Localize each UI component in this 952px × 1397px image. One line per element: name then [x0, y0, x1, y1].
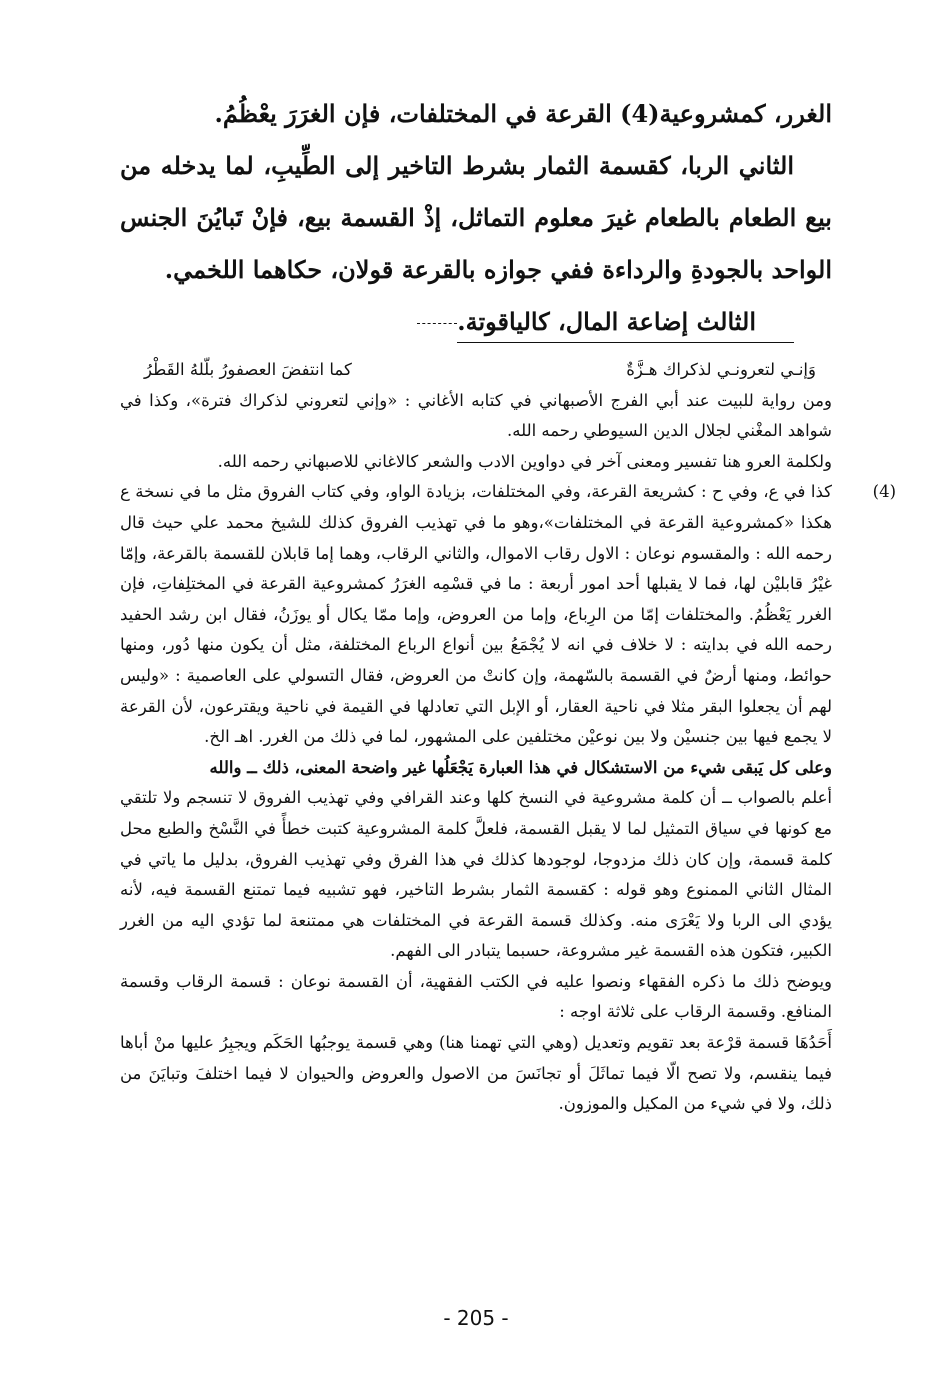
footnotes [120, 355, 896, 1120]
poem-verse [120, 355, 832, 386]
note-paragraph-cont: أعلم بالصواب ــ أن كلمة مشروعية في النسخ كلها وعند القرافي وفي تهذيب الفروق لا تنسجم ولا تلتقي مع كونها في سياق التمثيل لما لا يقبل القسمة، فلعلَّ كلمة المشروعية كتبت خطأً في النَّسْخ والطبع محل كلمة قسمة، وإن كان ذلك مزدوجا، لوجودها كذلك في هذا الفرق وفي تهذيب الفروق، بدليل ما ياتي في المثال الثاني الممنوع وهو قوله : كقسمة الثمار بشرط التاخير، فهو تشبيه فيما تمتنع القسمة فيه، لأنه يؤدي الى الربا ولا يَعْرَى منه. وكذلك قسمة القرعة في المختلفات هي ممتنعة لما تؤدي اليه من الغرر الكبير، فتكون هذه القسمة غير مشروعة، حسبما يتبادر الى الفهم. [120, 788, 832, 961]
note-paragraph-1: ومن رواية للبيت عند أبي الفرج الأصبهاني في كتابه الأغاني : «وإني لتعروني لذكراك فترة»، وكذا في شواهد المغْني لجلال الدين السيوطي رحمه الله. [120, 390, 832, 441]
main-heading-3 [120, 296, 832, 348]
footnote-4-number: (4) [872, 482, 896, 502]
main-text [120, 88, 832, 348]
page-number: - 205 - [443, 1306, 509, 1330]
footnote-4 [120, 477, 896, 752]
note-paragraph-2: ولكلمة العرو هنا تفسير ومعنى آخر في دواوين الادب والشعر كالاغاني للاصبهاني رحمه الله. [217, 451, 832, 471]
footnote-4-text: كذا في ع، وفي ح : كشريعة القرعة، وفي المختلفات، بزيادة الواو، وفي كتاب الفروق مثل ما في نسخة ع هكذا «كمشروعية القرعة في المختلفات»،وهو ما في تهذيب الفروق كذلك للشيخ محمد علي حيث قال رحمه الله : والمقسوم نوعان : الاول رقاب الاموال، والثاني الرقاب، وهما إما قابلان للقسمة بالقرعة، وإمّا غيْرُ قابليْن لها، فما لا يقبلها أحد امور أربعة : ما في قسْمِه الغرَرُ كمشروعية القرعة في المختلِفاتِ، فإن الغرر يَعْظُمُ. والمختلفات إمّا من الرِباع، وإما من العروض، وإما ممّا يكال أو يوزَنُ، فقال ابن رشد الحفيد رحمه الله في بدايته : لا خلاف في انه لا يُجْمَعُ بين أنواع الرباع المختلفة، مثل أن يكون منها دُور، ومنها حوائط، ومنها أرضٌ في القسمة بالسّهمة، وإن كانتْ من العروض، فقال التسولي على العاصمية : «وليس لهم أن يجعلوا البقر مثلا في ناحية العقار، أو الإبل التي تعادلها في القيمة في ناحية ويقترعون، لأن القرعة لا يجمع فيها بين جنسيْن ولا بين نوعيْن مختلفين على المشهور، لما في ذلك من الغرر. اهـ الخ. [120, 482, 832, 747]
note-bold-line: وعلى كل يَبقى شيء من الاستشكال في هذا العبارة يَجْعَلُها غير واضحة المعنى، ذلك ــ والله [209, 757, 832, 777]
heading-dash-tail [417, 323, 457, 324]
verse-first-hemistich: وَإنـي لتعرونـي لذكراك هـزَّةٌ [626, 360, 816, 379]
heading-3-text: الثالث إضاعة المال، كالياقوتة. [457, 302, 794, 343]
note-paragraph-3: ويوضح ذلك ما ذكره الفقهاء ونصوا عليه في الكتب الفقهية، أن القسمة نوعان : قسمة الرقاب وقسمة المنافع. وقسمة الرقاب على ثلاثة اوجه : [120, 971, 832, 1022]
main-line-1: الغرر، كمشروعية(4) القرعة في المختلفات، فإن الغرَرَ يعْظُمُ. [214, 99, 832, 128]
main-paragraph-2: الثاني الربا، كقسمة الثمار بشرط التاخير إلى الطِّيبِ، لما يدخله من بيع الطعام بالطعام غيرَ معلوم التماثل، إذْ القسمة بيع، فإنْ تَبايُنَ الجنس الواحد بالجودةِ والرداءة ففي جوازه بالقرعة قولان، حكاهما اللخمي. [120, 151, 832, 284]
verse-second-hemistich: كما انتفضَ العصفورُ بلّلهُ القَطْرُ [144, 360, 352, 379]
note-paragraph-4: أَحَدُهَا قسمة قرْعة بعد تقويم وتعديل (وهي التي تهمنا هنا) وهي قسمة يوجبُها الحَكَم ويجبِرُ عليها منْ أباها فيما ينقسم، ولا تصح الّا فيما تماثَلَ أو تجانَسَ من الاصول والعروض والحيوان لا فيما اختلفَ وتبايَنَ من ذلك، ولا في شيء من المكيل والموزون. [120, 1033, 832, 1114]
